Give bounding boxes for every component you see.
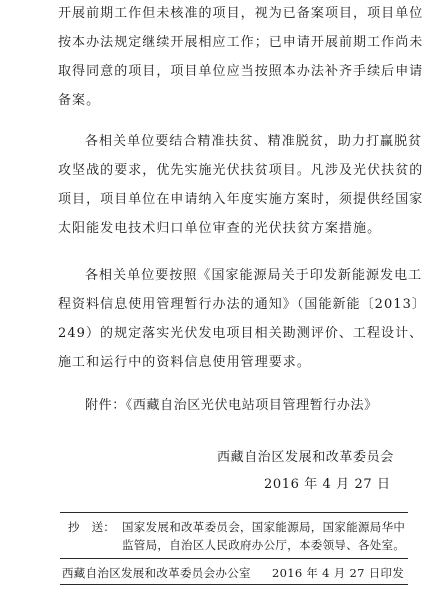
- paragraph-2-line-3: 项目，项目单位在申请纳入年度实施方案时，须提供经国家: [58, 192, 424, 207]
- cc-top-rule: [60, 512, 408, 513]
- attachment-line: 附件：《西藏自治区光伏电站项目管理暂行办法》: [85, 398, 378, 413]
- footer-print-date: 2016 年 4 月 27 日印发: [272, 566, 405, 580]
- paragraph-2-line-2: 攻坚战的要求，优先实施光伏扶贫项目。凡涉及光伏扶贫的: [58, 163, 424, 178]
- paragraph-3-line-4: 施工和运行中的资料信息使用管理要求。: [58, 355, 311, 370]
- cc-label: 抄 送：: [68, 520, 116, 534]
- footer-bottom-rule: [60, 584, 408, 585]
- paragraph-1-line-2: 按本办法规定继续开展相应工作；已申请开展前期工作尚未: [58, 35, 424, 50]
- signature-org: 西藏自治区发展和改革委员会: [217, 450, 394, 465]
- paragraph-1-line-4: 备案。: [58, 93, 101, 108]
- paragraph-1-line-1: 开展前期工作但未核准的项目，视为已备案项目，项目单位: [58, 6, 424, 21]
- paragraph-1-line-3: 取得同意的项目，项目单位应当按照本办法补齐手续后申请: [58, 64, 424, 79]
- paragraph-3-line-2: 程资料信息使用管理暂行办法的通知》（国能新能〔2013〕: [58, 297, 426, 312]
- cc-recipients-line-2: 监管局，自治区人民政府办公厅，本委领导、各处室。: [122, 538, 406, 552]
- footer-issuer: 西藏自治区发展和改革委员会办公室: [62, 566, 251, 580]
- paragraph-2-line-1: 各相关单位要结合精准扶贫、精准脱贫，助力打赢脱贫: [85, 134, 423, 149]
- footer-top-rule: [60, 558, 408, 559]
- cc-recipients-line-1: 国家发展和改革委员会，国家能源局，国家能源局华中: [122, 520, 406, 534]
- signature-date: 2016 年 4 月 27 日: [264, 477, 391, 492]
- paragraph-3-line-3: 249）的规定落实光伏发电项目相关勘测评价、工程设计、: [58, 326, 424, 341]
- paragraph-2-line-4: 太阳能发电技术归口单位审查的光伏扶贫方案措施。: [58, 221, 382, 236]
- paragraph-3-line-1: 各相关单位要按照《国家能源局关于印发新能源发电工: [85, 268, 423, 283]
